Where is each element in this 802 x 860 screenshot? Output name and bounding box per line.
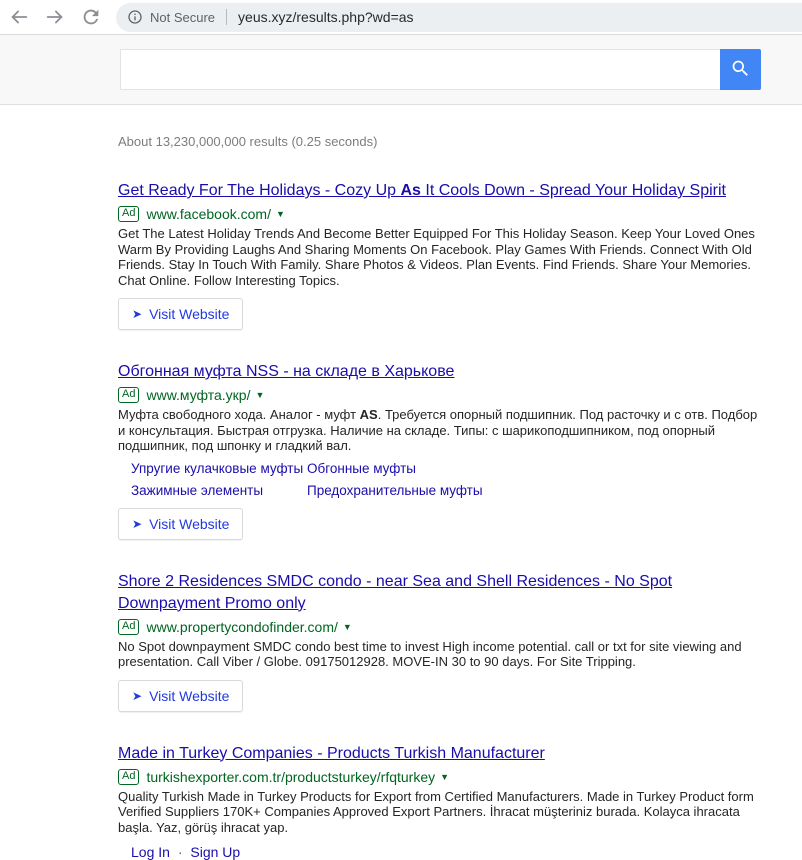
chevron-down-icon[interactable]: ▼: [276, 209, 285, 219]
address-bar[interactable]: [116, 3, 802, 32]
result-url: www.муфта.укр/: [146, 387, 250, 403]
visit-website-button[interactable]: [118, 508, 243, 540]
visit-website-label: Visit Website: [149, 516, 229, 532]
login-link[interactable]: Log In: [131, 844, 170, 860]
result-url: turkishexporter.com.tr/productsturkey/rfqturkey: [146, 769, 435, 785]
result-description: Quality Turkish Made in Turkey Products for Export from Certified Manufacturers. Made in Turkey Product form Verified Suppliers 170K+ Companies Approved Export Partners. İhracat müşteriniz burada. Kolayca ihracata başla. Yaz, görüş ihracat yap.: [118, 789, 758, 836]
sitelinks: [131, 461, 758, 498]
address-divider: [226, 9, 227, 25]
results-list: [0, 134, 802, 860]
security-label: Not Secure: [150, 10, 215, 25]
reload-icon[interactable]: [80, 6, 102, 28]
chevron-down-icon[interactable]: ▼: [440, 772, 449, 782]
ad-badge: Ad: [118, 206, 139, 222]
info-icon[interactable]: [127, 9, 143, 25]
dot-separator: ·: [178, 844, 183, 860]
back-icon[interactable]: [8, 6, 30, 28]
chevron-down-icon[interactable]: ▼: [343, 622, 352, 632]
result-url-line: [118, 387, 758, 403]
search-header: [0, 35, 802, 105]
browser-toolbar: [0, 0, 802, 35]
result-description: No Spot downpayment SMDC condo best time to invest High income potential. call or txt for site viewing and presentation. Call Viber / Globe. 09175012928. MOVE-IN 30 to 90 days. For Site Tripping.: [118, 639, 758, 670]
visit-arrow-icon: ➤: [132, 307, 142, 321]
visit-website-label: Visit Website: [149, 306, 229, 322]
ad-result-mufta: [118, 361, 758, 540]
ad-result-turkishexporter: [118, 743, 758, 860]
sitelink[interactable]: Предохранительные муфты: [307, 483, 758, 498]
result-url-line: [118, 206, 758, 222]
search-input[interactable]: [120, 49, 720, 90]
visit-website-button[interactable]: [118, 298, 243, 330]
sitelink[interactable]: Обгонные муфты: [307, 461, 758, 476]
extra-links: [131, 844, 758, 860]
result-title-link[interactable]: Обгонная муфта NSS - на складе в Харькове: [118, 363, 454, 380]
ad-result-facebook: [118, 180, 758, 330]
result-url: www.facebook.com/: [146, 206, 271, 222]
visit-arrow-icon: ➤: [132, 517, 142, 531]
results-stats: About 13,230,000,000 results (0.25 seconds): [118, 134, 758, 149]
result-title-link[interactable]: Shore 2 Residences SMDC condo - near Sea and Shell Residences - No Spot Downpayment Promo only: [118, 573, 672, 612]
ad-badge: Ad: [118, 619, 139, 635]
result-url-line: [118, 769, 758, 785]
result-description: Муфта свободного хода. Аналог - муфт AS. Требуется опорный подшипник. Под расточку и с отв. Подбор и консультация. Быстрая отгрузка. Наличие на складе. Типы: с шарикоподшипником, под опорный подшипник, под шпонку и гладкий вал.: [118, 407, 758, 454]
ad-badge: Ad: [118, 769, 139, 785]
sitelink[interactable]: Упругие кулачковые муфты: [131, 461, 307, 476]
forward-icon[interactable]: [44, 6, 66, 28]
result-title-link[interactable]: Get Ready For The Holidays - Cozy Up As It Cools Down - Spread Your Holiday Spirit: [118, 182, 726, 199]
ad-result-smdc: [118, 571, 758, 712]
ad-badge: Ad: [118, 387, 139, 403]
search-form: [120, 49, 761, 90]
result-url: www.propertycondofinder.com/: [146, 619, 337, 635]
visit-website-label: Visit Website: [149, 688, 229, 704]
search-icon: [730, 58, 751, 82]
visit-website-button[interactable]: [118, 680, 243, 712]
result-title-link[interactable]: Made in Turkey Companies - Products Turkish Manufacturer: [118, 745, 545, 762]
chevron-down-icon[interactable]: ▼: [255, 390, 264, 400]
search-button[interactable]: [720, 49, 761, 90]
result-url-line: [118, 619, 758, 635]
signup-link[interactable]: Sign Up: [190, 844, 240, 860]
url-text[interactable]: yeus.xyz/results.php?wd=as: [238, 9, 413, 25]
visit-arrow-icon: ➤: [132, 689, 142, 703]
sitelink[interactable]: Зажимные элементы: [131, 483, 307, 498]
result-description: Get The Latest Holiday Trends And Become Better Equipped For This Holiday Season. Keep Your Loved Ones Warm By Providing Laughs And Sharing Moments On Facebook. Play Games With Friends. Connect With Old Friends. Stay In Touch With Family. Share Photos & Videos. Plan Events. Find Friends. Share Your Memories. Chat Online. Follow Interesting Topics.: [118, 226, 758, 288]
